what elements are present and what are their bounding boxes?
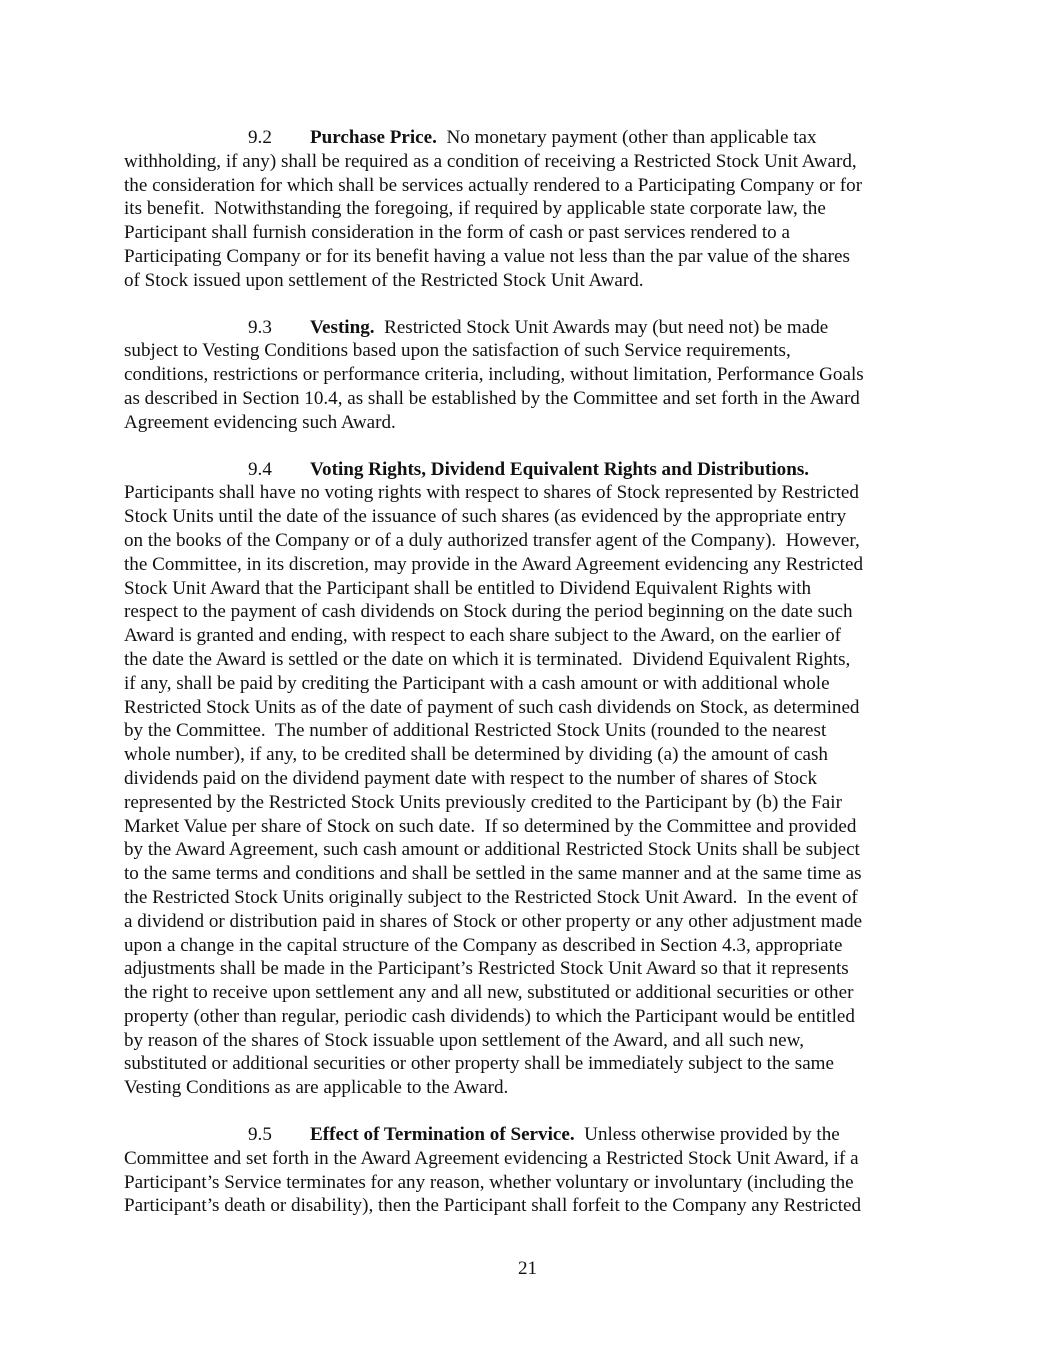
section-9-4 [124,458,934,1101]
section-line: subject to Vesting Conditions based upon the satisfaction of such Service requirements, [124,340,791,362]
section-line: on the books of the Company or of a duly authorized transfer agent of the Company). However, [124,529,860,551]
section-line: if any, shall be paid by crediting the Participant with a cash amount or with additional whole [124,672,830,694]
section-first-line [124,1123,934,1147]
section-first-line [124,126,934,150]
section-9-3 [124,316,934,435]
section-line: upon a change in the capital structure of the Company as described in Section 4.3, appropriate [124,934,843,956]
section-line: Participant shall furnish consideration in the form of cash or past services rendered to a [124,222,790,244]
section-line: withholding, if any) shall be required as a condition of receiving a Restricted Stock Unit Award, [124,150,857,172]
section-line: Committee and set forth in the Award Agreement evidencing a Restricted Stock Unit Award, if a [124,1147,859,1169]
section-line: its benefit. Notwithstanding the foregoing, if required by applicable state corporate law, the [124,198,826,220]
section-line: dividends paid on the dividend payment date with respect to the number of shares of Stock [124,767,818,789]
section-line: the consideration for which shall be services actually rendered to a Participating Company or for [124,174,863,196]
section-number: 9.4 [248,458,272,480]
section-number: 9.5 [248,1124,272,1146]
section-line: the right to receive upon settlement any and all new, substituted or additional securities or other [124,982,854,1004]
section-line: Participant’s death or disability), then the Participant shall forfeit to the Company any Restricted [124,1195,862,1217]
section-line: Participant’s Service terminates for any reason, whether voluntary or involuntary (including the [124,1171,854,1193]
document-body [124,126,934,1241]
section-line: the Restricted Stock Units originally subject to the Restricted Stock Unit Award. In the event of [124,886,858,908]
section-line: the Committee, in its discretion, may provide in the Award Agreement evidencing any Restricted [124,553,864,575]
section-text: Unless otherwise provided by the [584,1124,840,1146]
section-line: the date the Award is settled or the date on which it is terminated. Dividend Equivalent Rights, [124,648,851,670]
section-line: represented by the Restricted Stock Units previously credited to the Participant by (b) the Fair [124,791,842,813]
page-number: 21 [517,1258,538,1279]
section-heading: Purchase Price. [310,127,437,148]
section-heading: Voting Rights, Dividend Equivalent Rights and Distributions. [310,458,810,480]
section-number: 9.2 [248,127,272,148]
section-line: conditions, restrictions or performance criteria, including, without limitation, Performance Goals [124,364,864,386]
section-line: as described in Section 10.4, as shall be established by the Committee and set forth in the Award [124,387,860,409]
section-9-5 [124,1123,934,1218]
section-text: No monetary payment (other than applicable tax [446,127,817,148]
section-text: Restricted Stock Unit Awards may (but need not) be made [384,316,829,338]
section-heading: Effect of Termination of Service. [310,1124,575,1146]
section-line: a dividend or distribution paid in shares of Stock or other property or any other adjustment made [124,910,863,932]
section-line: Restricted Stock Units as of the date of payment of such cash dividends on Stock, as determined [124,696,860,718]
section-line: respect to the payment of cash dividends on Stock during the period beginning on the date such [124,601,853,623]
section-line: to the same terms and conditions and shall be settled in the same manner and at the same time as [124,863,862,885]
section-9-2 [124,126,934,293]
section-line: Agreement evidencing such Award. [124,411,396,433]
section-line: Stock Units until the date of the issuance of such shares (as evidenced by the appropriate entry [124,506,847,528]
section-first-line [124,316,934,340]
section-line: by reason of the shares of Stock issuable upon settlement of the Award, and all such new, [124,1029,804,1051]
section-line: Vesting Conditions as are applicable to the Award. [124,1077,509,1099]
section-line: by the Award Agreement, such cash amount or additional Restricted Stock Units shall be subject [124,839,860,861]
section-line: Stock Unit Award that the Participant shall be entitled to Dividend Equivalent Rights with [124,577,812,599]
section-number: 9.3 [248,316,272,338]
section-line: by the Committee. The number of additional Restricted Stock Units (rounded to the nearest [124,720,827,742]
section-line: of Stock issued upon settlement of the Restricted Stock Unit Award. [124,269,644,291]
section-line: substituted or additional securities or other property shall be immediately subject to the same [124,1053,835,1075]
section-line: whole number), if any, to be credited shall be determined by dividing (a) the amount of cash [124,744,828,766]
section-line: Award is granted and ending, with respect to each share subject to the Award, on the earlier of [124,625,842,647]
section-first-line [124,458,934,482]
section-heading: Vesting. [310,316,375,338]
section-line: Participants shall have no voting rights with respect to shares of Stock represented by Restricted [124,482,859,504]
section-line: Market Value per share of Stock on such date. If so determined by the Committee and provided [124,815,857,837]
section-line: adjustments shall be made in the Participant’s Restricted Stock Unit Award so that it represents [124,958,849,980]
section-line: Participating Company or for its benefit having a value not less than the par value of the shares [124,245,850,267]
section-line: property (other than regular, periodic cash dividends) to which the Participant would be entitled [124,1005,855,1027]
